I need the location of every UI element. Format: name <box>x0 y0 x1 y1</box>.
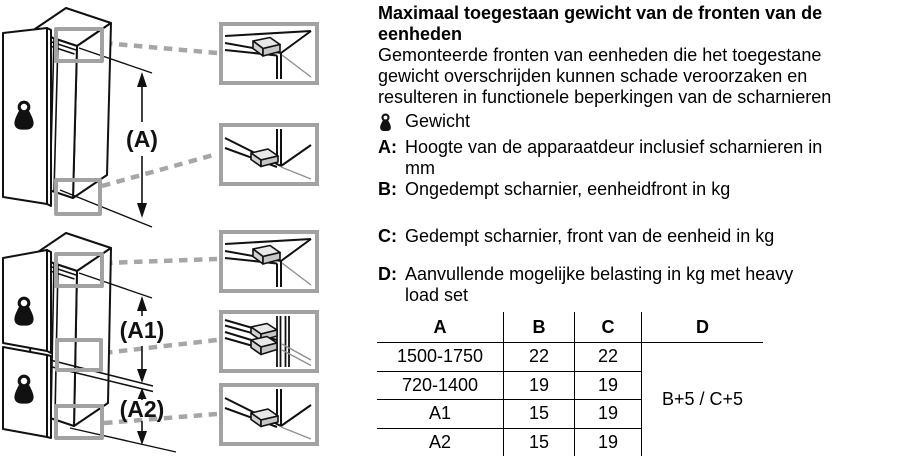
door-panel-edge <box>47 355 51 438</box>
cell-c: 19 <box>575 371 642 400</box>
door-panel-upper <box>3 250 47 351</box>
legend-text-line: mm <box>405 158 822 179</box>
callout-dashed-lines <box>102 43 217 423</box>
legend-key: B: <box>378 179 405 200</box>
cabinet-side-face <box>73 23 111 198</box>
appliance-diagrams <box>0 0 362 455</box>
cell-b: 15 <box>504 400 575 429</box>
legend <box>378 111 900 306</box>
dimension-label-a1: (A1) <box>120 317 165 343</box>
cell-b: 19 <box>504 371 575 400</box>
legend-item-d <box>378 264 900 306</box>
table-header-c: C <box>575 312 642 343</box>
table-header-row <box>377 312 763 343</box>
table-header-a: A <box>377 312 504 343</box>
intro-line: resulteren in functionele beperkingen van de scharnieren <box>378 87 900 108</box>
page-title-line: Maximaal toegestaan gewicht van de fronten van de <box>378 3 900 24</box>
legend-key: C: <box>378 226 405 247</box>
legend-item-a <box>378 137 900 179</box>
hinge-detail-callouts <box>221 24 317 444</box>
legend-text-line: Hoogte van de apparaatdeur inclusief scharnieren in <box>405 137 822 158</box>
legend-text-line: Gedempt scharnier, front van de eenheid in kg <box>405 226 774 247</box>
legend-text-line: Aanvullende mogelijke belasting in kg met heavy <box>405 264 793 285</box>
text-column <box>378 3 900 306</box>
diagram-single-door-unit <box>3 8 158 227</box>
cell-a: 1500-1750 <box>377 343 504 372</box>
cabinet-side-face <box>74 248 111 426</box>
door-panel-edge <box>47 28 51 206</box>
intro-line: Gemonteerde fronten van eenheden die het toegestane <box>378 45 900 66</box>
dimension-label-a2: (A2) <box>120 396 165 422</box>
legend-weight-row <box>378 111 900 137</box>
cell-a: 720-1400 <box>377 371 504 400</box>
legend-text-line: Ongedempt scharnier, eenheidfront in kg <box>405 179 730 200</box>
weight-icon <box>378 113 393 132</box>
cell-c: 19 <box>575 400 642 429</box>
table-header-d: D <box>642 312 764 343</box>
legend-key: A: <box>378 137 405 158</box>
weight-table <box>377 312 763 456</box>
door-panel-edge <box>47 250 51 353</box>
cell-b: 15 <box>504 428 575 456</box>
cell-c: 19 <box>575 428 642 456</box>
cell-a: A1 <box>377 400 504 429</box>
legend-text-line: load set <box>405 285 793 306</box>
cell-b: 22 <box>504 343 575 372</box>
intro-paragraph <box>378 45 900 108</box>
legend-item-c <box>378 226 900 247</box>
dimension-label-a: (A) <box>126 126 158 152</box>
table-header-b: B <box>504 312 575 343</box>
table-row <box>377 343 763 372</box>
page-title <box>378 3 900 45</box>
cell-c: 22 <box>575 343 642 372</box>
legend-key: D: <box>378 264 405 285</box>
cell-a: A2 <box>377 428 504 456</box>
legend-item-b <box>378 179 900 200</box>
legend-weight-label: Gewicht <box>405 111 470 132</box>
cell-d-merged: B+5 / C+5 <box>642 343 764 456</box>
intro-line: gewicht overschrijden kunnen schade veroorzaken en <box>378 66 900 87</box>
diagram-double-door-unit <box>3 233 176 452</box>
page-title-line: eenheden <box>378 24 900 45</box>
